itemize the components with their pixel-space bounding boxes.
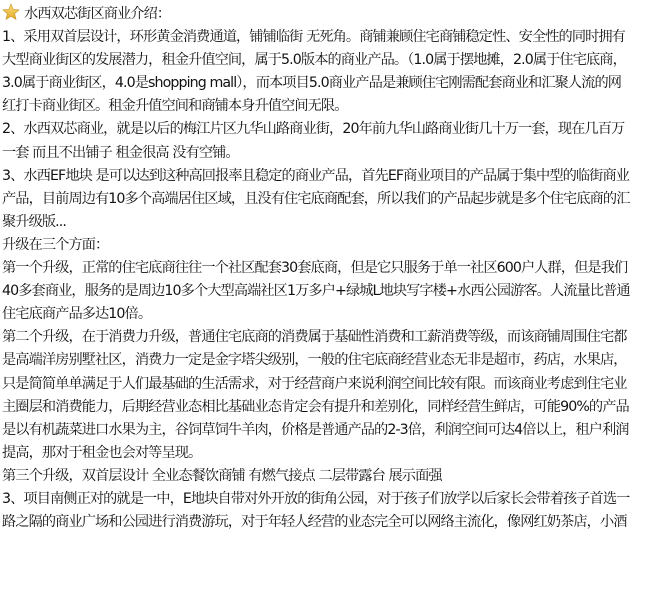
doc-line: 红打卡商业街区。租金升值空间和商铺本身升值空间无限。 [2,98,348,115]
doc-line: 是以有机蔬菜进口水果为主，谷饲草饲牛羊肉，价格是普通产品的2-3倍，利润空间可达4倍以上，租户利润 [2,421,629,438]
doc-line: 40多套商业，服务的是周边10多个大型高端社区1万多户+绿城L地块写字楼+水西公园游客。人流量比普通 [2,283,630,300]
doc-line: 路之隔的商业广场和公园进行消费游玩，对于年轻人经营的业态完全可以网络主流化，像网红奶茶店，小酒 [2,514,627,531]
doc-line: 主圈层和消费能力，后期经营业态相比基础业态肯定会有提升和差别化，同样经营生鲜店，可能90%的产品 [2,398,629,415]
doc-line: 第三个升级，双首层设计 全业态餐饮商铺 有燃气接点 二层带露台 展示面强 [2,467,442,484]
doc-line: 是高端洋房别墅社区，消费力一定是金字塔尖级别，一般的住宅底商经营业态无非是超市，药店，水果店， [2,352,627,369]
doc-title: 水西双芯街区商业介绍： [24,6,171,22]
doc-line: 产品，目前周边有10多个高端居住区域，且没有住宅底商配套，所以我们的产品起步就是多个住宅底商的汇 [2,190,630,207]
doc-line: 3、项目南侧正对的就是一中，E地块自带对外开放的街角公园，对于孩子们放学以后家长会带着孩子首选一 [2,490,630,507]
doc-title-line [2,3,668,26]
doc-line: 大型商业街区的发展潜力，租金升值空间，属于5.0版本的商业产品。（1.0属于摆地摊，2.0属于住宅底商， [2,52,626,69]
doc-line: 1、采用双首层设计，环形黄金消费通道，铺铺临街 无死角。商铺兼顾住宅商铺稳定性、安全性的同时拥有 [2,29,625,46]
doc-line: 只是简简单单满足于人们最基础的生活需求，对于经营商户来说利润空间比较有限。而该商业考虑到住宅业 [2,375,627,392]
doc-line: 第二个升级，在于消费力升级，普通住宅底商的消费属于基础性消费和工薪消费等级，而该商铺周围住宅都 [2,329,627,346]
doc-line: 2、水西双芯商业，就是以后的梅江片区九华山路商业街，20年前九华山路商业街几十万一套，现在几百万 [2,121,625,138]
doc-line: 提高，那对于租金也会对等呈现。 [2,444,202,461]
doc-line: 聚升级版... [2,213,66,230]
doc-line: 住宅底商产品多达10倍。 [2,306,152,323]
section-heading: 升级在三个方面： [2,236,109,253]
document-body [2,3,668,534]
star-icon [2,3,20,21]
doc-line: 第一个升级，正常的住宅底商往往一个社区配套30套底商，但是它只服务于单一社区600户人群，但是我们 [2,260,628,277]
doc-line: 3.0属于商业街区，4.0是shopping mall），而本项目5.0商业产品是兼顾住宅刚需配套商业和汇聚人流的网 [2,75,622,92]
doc-line: 3、水西EF地块 是可以达到这种高回报率且稳定的商业产品，首先EF商业项目的产品属于集中型的临街商业 [2,167,630,184]
doc-line: 一套 而且不出铺子 租金很高 没有空铺。 [2,144,239,161]
